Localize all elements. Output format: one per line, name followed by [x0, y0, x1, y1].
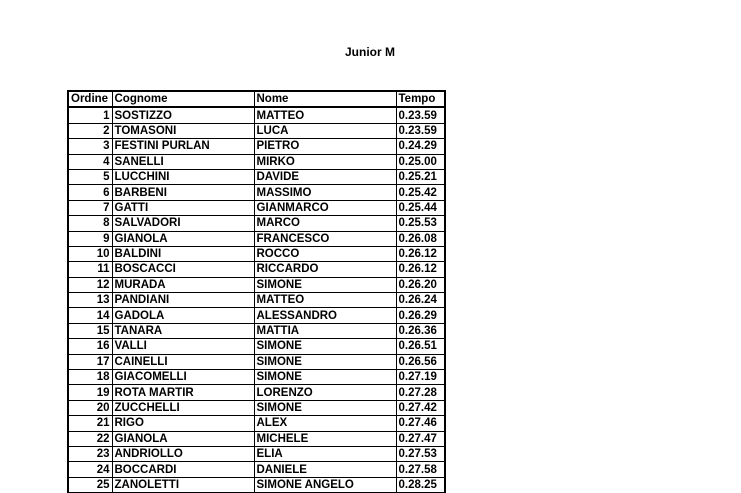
- cell-tempo: 0.27.53: [396, 446, 445, 461]
- table-row: [68, 169, 445, 184]
- cell-cognome: ZUCCHELLI: [112, 400, 254, 415]
- cell-nome: LUCA: [254, 123, 396, 138]
- cell-ordine: 19: [68, 385, 112, 400]
- cell-ordine: 7: [68, 200, 112, 215]
- cell-ordine: 1: [68, 107, 112, 123]
- cell-tempo: 0.26.20: [396, 277, 445, 292]
- cell-tempo: 0.26.12: [396, 262, 445, 277]
- table-row: [68, 200, 445, 215]
- header-row: [68, 91, 445, 107]
- cell-ordine: 17: [68, 354, 112, 369]
- cell-tempo: 0.26.24: [396, 293, 445, 308]
- cell-tempo: 0.23.59: [396, 107, 445, 123]
- table-row: [68, 354, 445, 369]
- column-header-tempo: Tempo: [396, 91, 445, 107]
- cell-cognome: GIANOLA: [112, 231, 254, 246]
- cell-tempo: 0.25.21: [396, 169, 445, 184]
- column-header-cognome: Cognome: [112, 91, 254, 107]
- column-header-nome: Nome: [254, 91, 396, 107]
- cell-nome: SIMONE: [254, 370, 396, 385]
- cell-cognome: TANARA: [112, 323, 254, 338]
- cell-tempo: 0.27.58: [396, 462, 445, 477]
- cell-nome: MARCO: [254, 216, 396, 231]
- cell-nome: MASSIMO: [254, 185, 396, 200]
- cell-ordine: 2: [68, 123, 112, 138]
- cell-cognome: ROTA MARTIR: [112, 385, 254, 400]
- cell-cognome: BOSCACCI: [112, 262, 254, 277]
- cell-nome: MATTEO: [254, 293, 396, 308]
- cell-ordine: 22: [68, 431, 112, 446]
- table-row: [68, 477, 445, 492]
- cell-ordine: 8: [68, 216, 112, 231]
- cell-nome: ROCCO: [254, 246, 396, 261]
- table-row: [68, 154, 445, 169]
- cell-ordine: 14: [68, 308, 112, 323]
- cell-nome: MIRKO: [254, 154, 396, 169]
- cell-tempo: 0.26.51: [396, 339, 445, 354]
- cell-nome: GIANMARCO: [254, 200, 396, 215]
- cell-nome: LORENZO: [254, 385, 396, 400]
- cell-cognome: LUCCHINI: [112, 169, 254, 184]
- cell-tempo: 0.26.56: [396, 354, 445, 369]
- cell-ordine: 24: [68, 462, 112, 477]
- table-row: [68, 416, 445, 431]
- cell-tempo: 0.25.00: [396, 154, 445, 169]
- cell-cognome: GADOLA: [112, 308, 254, 323]
- cell-tempo: 0.26.12: [396, 246, 445, 261]
- cell-ordine: 18: [68, 370, 112, 385]
- table-row: [68, 185, 445, 200]
- cell-cognome: GATTI: [112, 200, 254, 215]
- cell-cognome: FESTINI PURLAN: [112, 139, 254, 154]
- table-row: [68, 446, 445, 461]
- cell-ordine: 11: [68, 262, 112, 277]
- cell-nome: ALEX: [254, 416, 396, 431]
- table-row: [68, 323, 445, 338]
- cell-nome: SIMONE: [254, 400, 396, 415]
- cell-tempo: 0.24.29: [396, 139, 445, 154]
- results-table: [67, 90, 446, 493]
- cell-ordine: 3: [68, 139, 112, 154]
- cell-tempo: 0.27.19: [396, 370, 445, 385]
- cell-nome: SIMONE: [254, 277, 396, 292]
- cell-nome: FRANCESCO: [254, 231, 396, 246]
- cell-cognome: RIGO: [112, 416, 254, 431]
- table-row: [68, 139, 445, 154]
- cell-ordine: 13: [68, 293, 112, 308]
- cell-tempo: 0.27.42: [396, 400, 445, 415]
- cell-tempo: 0.25.42: [396, 185, 445, 200]
- cell-tempo: 0.28.25: [396, 477, 445, 492]
- cell-ordine: 12: [68, 277, 112, 292]
- table-row: [68, 246, 445, 261]
- cell-nome: PIETRO: [254, 139, 396, 154]
- cell-ordine: 16: [68, 339, 112, 354]
- cell-ordine: 9: [68, 231, 112, 246]
- cell-ordine: 10: [68, 246, 112, 261]
- table-row: [68, 123, 445, 138]
- cell-nome: ELIA: [254, 446, 396, 461]
- table-row: [68, 277, 445, 292]
- table-row: [68, 293, 445, 308]
- table-row: [68, 107, 445, 123]
- cell-nome: SIMONE: [254, 339, 396, 354]
- cell-nome: DANIELE: [254, 462, 396, 477]
- cell-tempo: 0.27.28: [396, 385, 445, 400]
- cell-tempo: 0.26.08: [396, 231, 445, 246]
- cell-cognome: SALVADORI: [112, 216, 254, 231]
- cell-cognome: GIACOMELLI: [112, 370, 254, 385]
- table-row: [68, 370, 445, 385]
- column-header-ordine: Ordine: [68, 91, 112, 107]
- cell-nome: MATTEO: [254, 107, 396, 123]
- cell-nome: SIMONE ANGELO: [254, 477, 396, 492]
- cell-cognome: CAINELLI: [112, 354, 254, 369]
- cell-ordine: 4: [68, 154, 112, 169]
- table-row: [68, 431, 445, 446]
- cell-ordine: 25: [68, 477, 112, 492]
- cell-cognome: SANELLI: [112, 154, 254, 169]
- cell-tempo: 0.23.59: [396, 123, 445, 138]
- cell-tempo: 0.26.29: [396, 308, 445, 323]
- cell-tempo: 0.25.53: [396, 216, 445, 231]
- table-row: [68, 231, 445, 246]
- cell-ordine: 5: [68, 169, 112, 184]
- cell-cognome: SOSTIZZO: [112, 107, 254, 123]
- cell-cognome: BARBENI: [112, 185, 254, 200]
- cell-tempo: 0.25.44: [396, 200, 445, 215]
- table-row: [68, 262, 445, 277]
- cell-tempo: 0.27.46: [396, 416, 445, 431]
- table-row: [68, 400, 445, 415]
- results-body: [68, 107, 445, 492]
- cell-cognome: ZANOLETTI: [112, 477, 254, 492]
- cell-cognome: MURADA: [112, 277, 254, 292]
- cell-cognome: BALDINI: [112, 246, 254, 261]
- cell-cognome: GIANOLA: [112, 431, 254, 446]
- cell-nome: MICHELE: [254, 431, 396, 446]
- cell-cognome: VALLI: [112, 339, 254, 354]
- table-row: [68, 385, 445, 400]
- cell-cognome: TOMASONI: [112, 123, 254, 138]
- cell-cognome: PANDIANI: [112, 293, 254, 308]
- cell-nome: SIMONE: [254, 354, 396, 369]
- cell-ordine: 15: [68, 323, 112, 338]
- cell-cognome: ANDRIOLLO: [112, 446, 254, 461]
- cell-ordine: 21: [68, 416, 112, 431]
- cell-ordine: 23: [68, 446, 112, 461]
- cell-nome: MATTIA: [254, 323, 396, 338]
- cell-ordine: 20: [68, 400, 112, 415]
- page-title: Junior M: [345, 45, 395, 59]
- table-row: [68, 308, 445, 323]
- cell-ordine: 6: [68, 185, 112, 200]
- cell-nome: DAVIDE: [254, 169, 396, 184]
- cell-cognome: BOCCARDI: [112, 462, 254, 477]
- table-row: [68, 462, 445, 477]
- table-row: [68, 216, 445, 231]
- table-row: [68, 339, 445, 354]
- cell-tempo: 0.26.36: [396, 323, 445, 338]
- cell-tempo: 0.27.47: [396, 431, 445, 446]
- cell-nome: ALESSANDRO: [254, 308, 396, 323]
- cell-nome: RICCARDO: [254, 262, 396, 277]
